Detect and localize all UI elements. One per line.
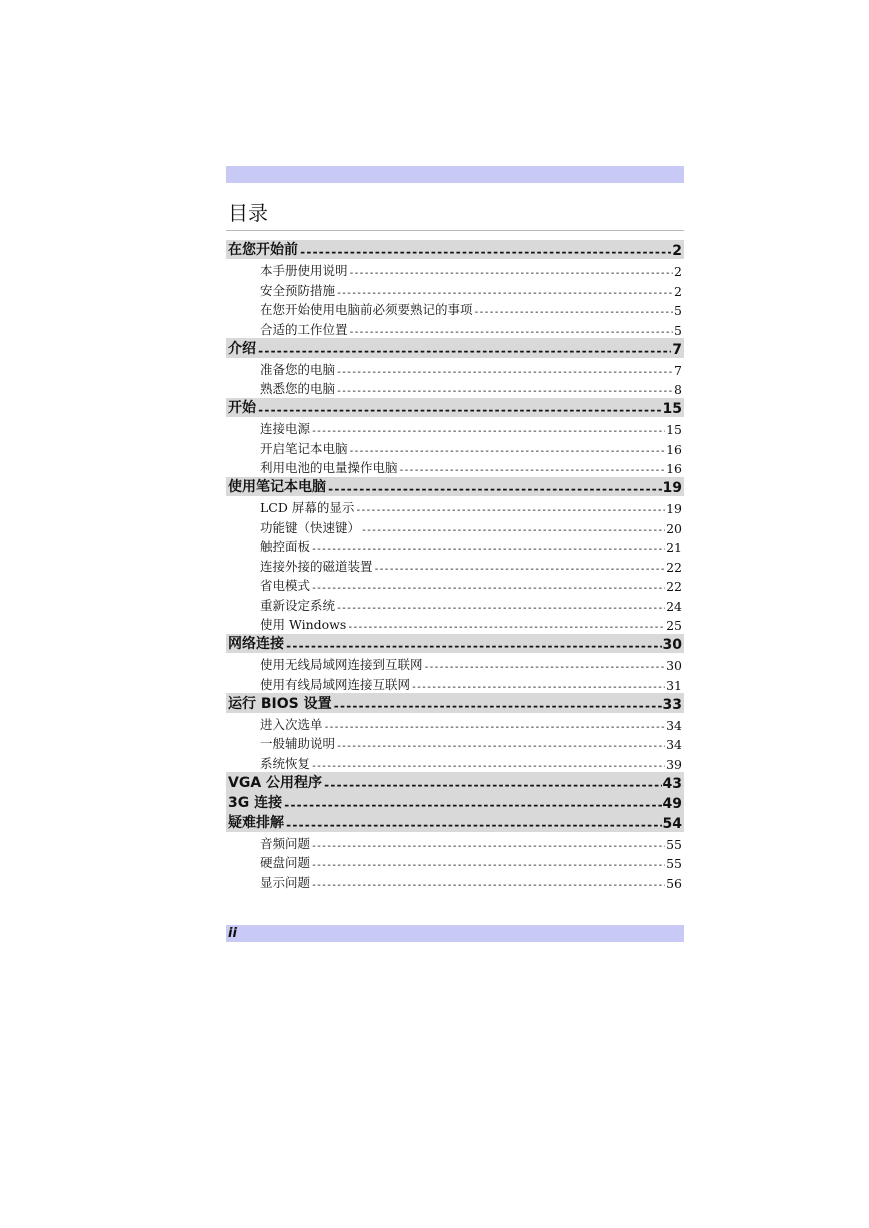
toc-entry-title: 功能键（快速键） (260, 519, 361, 535)
toc-chapter-entry[interactable] (226, 477, 684, 497)
toc-page-number: 24 (666, 598, 682, 614)
toc-section-entry[interactable] (226, 654, 684, 674)
dot-leader (311, 880, 665, 891)
toc-entry-title: 在您开始使用电脑前必须要熟记的事项 (260, 302, 473, 317)
dot-leader (299, 245, 671, 259)
toc-page-number: 56 (666, 875, 682, 891)
dot-leader (311, 426, 665, 437)
toc-section-entry[interactable] (226, 733, 684, 753)
toc-page-number: 34 (666, 737, 682, 752)
toc-section-entry[interactable] (226, 752, 684, 772)
toc-section-entry[interactable] (226, 299, 684, 319)
toc-page-number: 22 (666, 579, 682, 594)
toc-entry-title: 合适的工作位置 (260, 321, 348, 337)
toc-section-entry[interactable] (226, 832, 684, 852)
dot-leader (283, 798, 661, 812)
toc-section-entry[interactable] (226, 871, 684, 891)
toc-chapter-entry[interactable] (226, 634, 684, 654)
toc-entry-title: 开始 (228, 400, 256, 416)
dot-leader (336, 741, 665, 752)
toc-entry-title: 省电模式 (260, 578, 311, 593)
toc-page-number: 16 (666, 441, 682, 457)
toc-section-entry[interactable] (226, 673, 684, 693)
dot-leader (374, 564, 666, 575)
toc-page-number: 15 (662, 401, 682, 417)
toc-title: 目录 (228, 201, 268, 225)
toc-page-number: 5 (674, 303, 682, 318)
toc-page-number: 5 (674, 322, 682, 338)
toc-entry-title: 利用电池的电量操作电脑 (260, 460, 398, 475)
toc-chapter-entry[interactable] (226, 812, 684, 832)
toc-page-number: 22 (666, 559, 682, 575)
toc-entry-title: LCD 屏幕的显示 (260, 500, 355, 515)
toc-section-entry[interactable] (226, 516, 684, 536)
toc-entry-title: 连接电源 (260, 421, 311, 436)
dot-leader (311, 841, 665, 852)
toc-section-entry[interactable] (226, 457, 684, 477)
toc-page-number: 20 (666, 520, 682, 536)
toc-entry-title: 介绍 (228, 340, 256, 357)
toc-section-entry[interactable] (226, 418, 684, 438)
dot-leader (323, 778, 661, 792)
dot-leader (411, 682, 665, 693)
dot-leader (355, 505, 665, 516)
toc-section-entry[interactable] (226, 575, 684, 595)
toc-entry-title: 开启笔记本电脑 (260, 440, 348, 456)
dot-leader (336, 288, 673, 299)
toc-section-entry[interactable] (226, 279, 684, 299)
toc-chapter-entry[interactable] (226, 693, 684, 713)
dot-leader (311, 583, 665, 594)
toc-page-number: 19 (662, 480, 682, 496)
toc-page-number: 19 (666, 501, 682, 516)
toc-page-number: 33 (662, 696, 682, 713)
toc-entry-title: 使用无线局域网连接到互联网 (260, 657, 423, 672)
toc-section-entry[interactable] (226, 594, 684, 614)
footer-band (226, 925, 684, 942)
toc-section-entry[interactable] (226, 614, 684, 634)
dot-leader (349, 446, 666, 457)
toc-section-entry[interactable] (226, 852, 684, 872)
toc-section-entry[interactable] (226, 536, 684, 556)
dot-leader (361, 525, 665, 536)
toc-entry-title: 显示问题 (260, 874, 311, 890)
dot-leader (333, 699, 662, 713)
toc-entry-title: 音频问题 (260, 835, 311, 851)
toc-section-entry[interactable] (226, 437, 684, 457)
toc-entry-title: 重新设定系统 (260, 597, 336, 613)
toc-entry-title: 触控面板 (260, 539, 311, 554)
toc-entry-title: 硬盘问题 (260, 855, 311, 870)
dot-leader (285, 639, 662, 653)
toc-section-entry[interactable] (226, 497, 684, 517)
toc-section-entry[interactable] (226, 358, 684, 378)
toc-chapter-entry[interactable] (226, 338, 684, 358)
toc-page-number: 25 (666, 618, 682, 633)
dot-leader (327, 482, 662, 496)
dot-leader (324, 722, 666, 733)
toc-page-number: 49 (662, 795, 682, 812)
toc-section-entry[interactable] (226, 318, 684, 338)
dot-leader (257, 344, 671, 358)
toc-entry-title: 使用笔记本电脑 (228, 479, 326, 495)
title-divider (226, 230, 684, 231)
toc-entry-title: 本手册使用说明 (260, 263, 348, 278)
toc-chapter-entry[interactable] (226, 240, 684, 260)
toc-page-number: 7 (674, 362, 682, 378)
toc-entry-title: 进入次选单 (260, 716, 323, 732)
toc-entry-title: 熟悉您的电脑 (260, 381, 336, 396)
toc-entry-title: 系统恢复 (260, 755, 311, 771)
toc-section-entry[interactable] (226, 378, 684, 398)
toc-entry-title: VGA 公用程序 (228, 774, 323, 791)
footer-page-number: ii (228, 926, 237, 941)
toc-entry-title: 连接外接的磁道装置 (260, 558, 373, 574)
toc-entry-title: 运行 BIOS 设置 (228, 695, 332, 712)
toc-page-number: 34 (666, 717, 682, 733)
dot-leader (336, 386, 673, 397)
toc-page-number: 15 (666, 422, 682, 437)
toc-entry-title: 疑难排解 (228, 814, 284, 831)
toc-page-number: 55 (666, 836, 682, 852)
dot-leader (347, 622, 665, 633)
dot-leader (349, 327, 674, 338)
toc-page-number: 21 (666, 540, 682, 555)
toc-entry-title: 在您开始前 (228, 242, 298, 258)
toc-page-number: 2 (674, 264, 682, 279)
toc-entry-title: 使用有线局域网连接互联网 (260, 676, 411, 692)
toc-page-number: 55 (666, 856, 682, 871)
dot-leader (257, 403, 662, 417)
dot-leader (336, 603, 665, 614)
dot-leader (336, 367, 673, 378)
dot-leader (311, 860, 665, 871)
toc-section-entry[interactable] (226, 555, 684, 575)
toc-entry-title: 3G 连接 (228, 794, 283, 811)
toc-entry-title: 一般辅助说明 (260, 736, 336, 751)
toc-chapter-entry[interactable] (226, 792, 684, 812)
dot-leader (311, 761, 665, 772)
dot-leader (474, 307, 674, 318)
toc-page-number: 2 (674, 283, 682, 299)
toc-entry-title: 准备您的电脑 (260, 361, 336, 377)
toc-entry-title: 使用 Windows (260, 617, 347, 632)
toc-page-number: 30 (662, 637, 682, 653)
toc-entry-title: 网络连接 (228, 636, 284, 652)
toc-page-number: 8 (674, 382, 682, 397)
table-of-contents (226, 239, 684, 891)
toc-page-number: 43 (662, 775, 682, 792)
toc-chapter-entry[interactable] (226, 398, 684, 418)
header-band (226, 166, 684, 183)
toc-section-entry[interactable] (226, 713, 684, 733)
toc-page-number: 39 (666, 756, 682, 772)
dot-leader (311, 544, 665, 555)
toc-entry-title: 安全预防措施 (260, 282, 336, 298)
dot-leader (285, 818, 662, 832)
toc-page-number: 7 (672, 341, 682, 358)
dot-leader (349, 268, 674, 279)
dot-leader (424, 662, 666, 673)
toc-page-number: 31 (666, 677, 682, 693)
toc-section-entry[interactable] (226, 260, 684, 280)
toc-chapter-entry[interactable] (226, 772, 684, 792)
toc-page-number: 16 (666, 461, 682, 476)
dot-leader (399, 465, 666, 476)
toc-page-number: 54 (662, 815, 682, 832)
toc-page-number: 2 (672, 243, 682, 259)
toc-page-number: 30 (666, 658, 682, 673)
